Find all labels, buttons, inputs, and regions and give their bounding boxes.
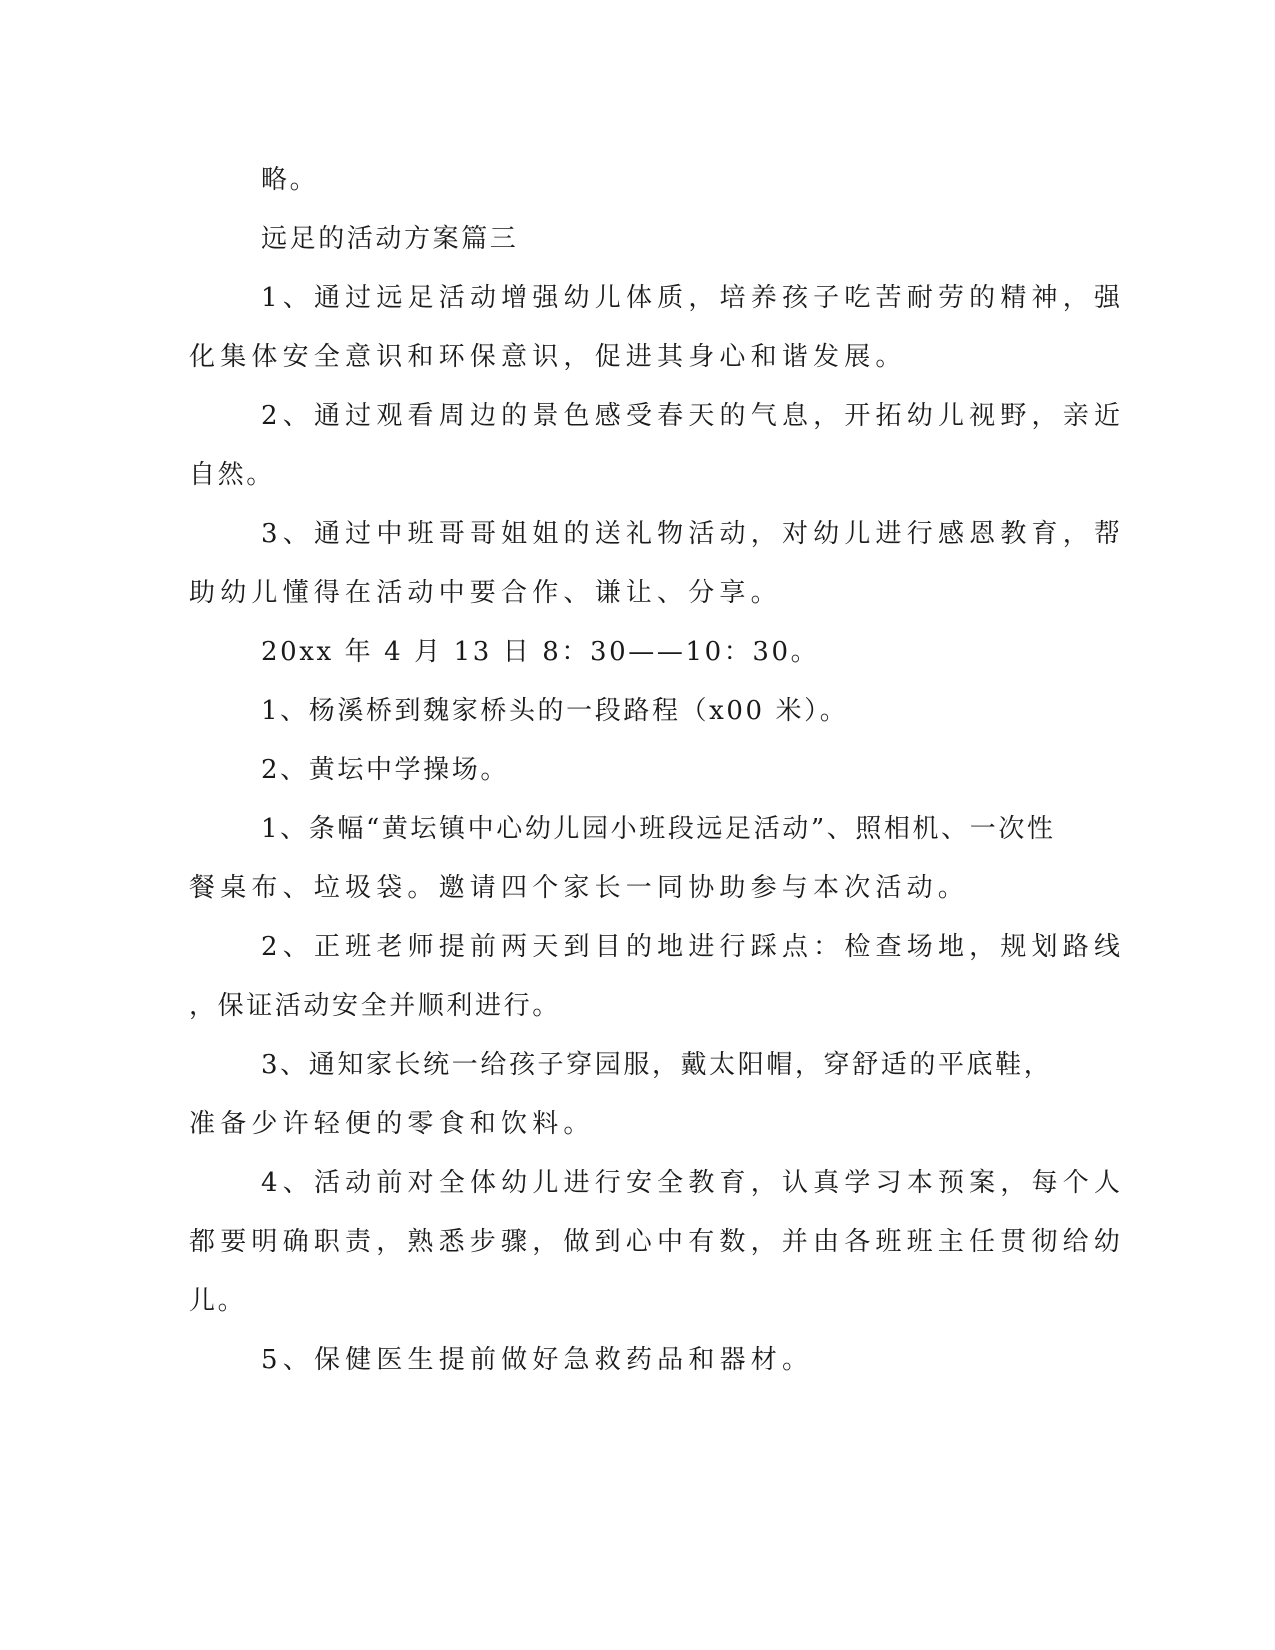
paragraph-line: 餐桌布、垃圾袋。邀请四个家长一同协助参与本次活动。 bbox=[189, 873, 970, 903]
paragraph-line: 2、黄坛中学操场。 bbox=[261, 755, 509, 785]
paragraph-line: 略。 bbox=[261, 165, 319, 195]
paragraph-line: 2、正班老师提前两天到目的地进行踩点：检查场地，规划路线 bbox=[261, 932, 1126, 962]
paragraph-line: 自然。 bbox=[189, 460, 275, 490]
paragraph-line: 2、通过观看周边的景色感受春天的气息，开拓幼儿视野，亲近 bbox=[261, 401, 1126, 431]
paragraph-line: 3、通过中班哥哥姐姐的送礼物活动，对幼儿进行感恩教育，帮 bbox=[261, 519, 1126, 549]
paragraph-line: 1、条幅“黄坛镇中心幼儿园小班段远足活动”、照相机、一次性 bbox=[261, 814, 1056, 844]
paragraph-line: 化集体安全意识和环保意识，促进其身心和谐发展。 bbox=[189, 342, 907, 372]
paragraph-line: 1、杨溪桥到魏家桥头的一段路程（x00 米）。 bbox=[261, 696, 849, 726]
paragraph-line: 20xx 年 4 月 13 日 8：30——10：30。 bbox=[261, 637, 820, 667]
paragraph-line: 助幼儿懂得在活动中要合作、谦让、分享。 bbox=[189, 578, 782, 608]
paragraph-line: 1、通过远足活动增强幼儿体质，培养孩子吃苦耐劳的精神，强 bbox=[261, 283, 1126, 313]
paragraph-line: 5、保健医生提前做好急救药品和器材。 bbox=[261, 1345, 814, 1375]
paragraph-line: 准备少许轻便的零食和饮料。 bbox=[189, 1109, 595, 1139]
paragraph-line: 4、活动前对全体幼儿进行安全教育，认真学习本预案，每个人 bbox=[261, 1168, 1126, 1198]
section-heading: 远足的活动方案篇三 bbox=[261, 224, 519, 254]
paragraph-line: 都要明确职责，熟悉步骤，做到心中有数，并由各班班主任贯彻给幼 bbox=[189, 1227, 1126, 1257]
paragraph-line: 3、通知家长统一给孩子穿园服，戴太阳帽，穿舒适的平底鞋， bbox=[261, 1050, 1053, 1080]
paragraph-line: 儿。 bbox=[189, 1286, 247, 1316]
paragraph-line: ，保证活动安全并顺利进行。 bbox=[189, 991, 561, 1021]
